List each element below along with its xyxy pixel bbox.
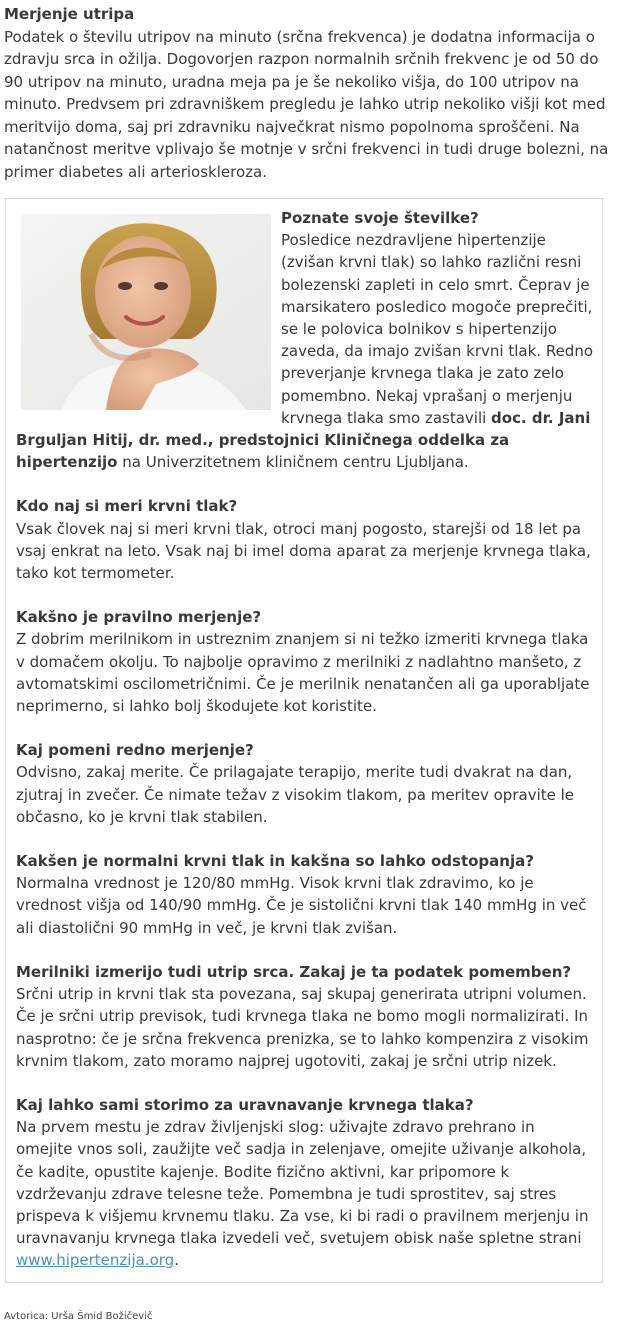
- intro-title: Merjenje utripa: [4, 5, 135, 23]
- lead-person: doc. dr. Jani Brguljan Hitij, dr. med., predstojnici Kliničnega oddelka za hipertenzijo: [16, 408, 591, 472]
- answer-end: .: [174, 1251, 179, 1270]
- question-heading: Kakšno je pravilno merjenje?: [16, 608, 262, 627]
- answer-text: Z dobrim merilnikom in ustreznim znanjem si ni težko izmeriti krvnega tlaka v domačem okolju. To najbolje opravimo z merilniki z nadlahtno manšeto, z avtomatskimi oscilometričnimi. Če je merilnik nenatančen ali ga uporabljate neprimerno, si lahko bolj škodujete kot koristite.: [16, 630, 590, 716]
- lead-suffix: na Univerzitetnem kliničnem centru Ljubljana.: [117, 453, 469, 472]
- intro-text: Podatek o številu utripov na minuto (srčna frekvenca) je dodatna informacija o zdravju srca in ožilja. Dogovorjen razpon normalnih srčnih frekvenc je od 50 do 90 utripov na minuto, uradna meja pa je še nekoliko višja, do 100 utripov na minuto. Predvsem pri zdravniškem pregledu je lahko utrip nekoliko višji kot med meritvijo doma, saj pri zdravniku največkrat nismo popolnoma sproščeni. Na natančnost meritve vplivajo še motnje v srčni frekvenci in tudi druge bolezni, na primer diabetes ali arterioskleroza.: [4, 27, 609, 181]
- question-heading: Kakšen je normalni krvni tlak in kakšna so lahko odstopanja?: [16, 852, 534, 871]
- qa-section: [16, 850, 594, 939]
- answer-text: Normalna vrednost je 120/80 mmHg. Visok krvni tlak zdravimo, ko je vrednost višja od 140/90 mmHg. Če je sistolični krvni tlak 140 mmHg in več ali diastolični 90 mmHg in več, je krvni tlak zvišan.: [16, 874, 587, 937]
- qa-section-last: [16, 1094, 594, 1272]
- answer-text: Vsak človek naj si meri krvni tlak, otroci manj pogosto, starejši od 18 let pa vsaj enkrat na leto. Vsak naj bi imel doma aparat za merjenje krvnega tlaka, tako kot termometer.: [16, 519, 591, 583]
- lead-text: Posledice nezdravljene hipertenzije (zvišan krvni tlak) so lahko različni resni bolezenski zapleti in celo smrt. Čeprav je marsikatero posledico mogoče preprečiti, se le polovica bolnikov s hipertenzijo zaveda, da imajo zvišan krvni tlak. Redno preverjanje krvnega tlaka je zato zelo pomembno. Nekaj vprašanj o merjenju krvnega tlaka smo zastavili: [281, 231, 594, 427]
- answer-text: Odvisno, zakaj merite. Če prilagajate terapijo, merite tudi dvakrat na dan, zjutraj in zvečer. Če nimate težav z visokim tlakom, pa meritev opravite le občasno, ko je krvni tlak stabilen.: [16, 763, 575, 826]
- answer-text: Srčni utrip in krvni tlak sta povezana, saj skupaj generirata utripni volumen. Če je srčni utrip previsok, tudi krvnega tlaka ne bomo mogli normalizirati. In nasprotno: če je srčna frekvenca prenizka, se to lahko kompenzira z visokim krvnim tlakom, zato moramo najprej ugotoviti, zakaj je srčni utrip nizek.: [16, 985, 589, 1070]
- question-heading: Kdo naj si meri krvni tlak?: [16, 497, 238, 516]
- author-credit: Avtorica: Urša Šmid Božičevič: [4, 1311, 153, 1322]
- interview-content: [16, 207, 594, 1294]
- lead-title: Poznate svoje številke?: [281, 209, 479, 227]
- qa-section: [16, 606, 594, 717]
- answer-body: Na prvem mestu je zdrav življenjski slog: uživajte zdravo prehrano in omejite vnos soli, zaužijte več sadja in zelenjave, omejite uživanje alkohola, če kadite, opustite kajenje. Bodite fizično aktivni, kar pripomore k vzdrževanju zdrave telesne teže. Pomembna je tudi sprostitev, saj stres prispeva k višjemu krvnemu tlaku. Za vse, ki bi radi o pravilnem merjenju in uravnavanju krvnega tlaka izvedeli več, svetujem obisk naše spletne strani: [16, 1118, 589, 1248]
- interview-box: [5, 198, 603, 1283]
- question-heading: Kaj lahko sami storimo za uravnavanje krvnega tlaka?: [16, 1095, 474, 1114]
- qa-section: [16, 961, 594, 1072]
- intro-section: [4, 3, 616, 183]
- qa-section: [16, 739, 594, 828]
- answer-text: [16, 1116, 594, 1271]
- website-link[interactable]: www.hipertenzija.org: [16, 1251, 175, 1270]
- qa-section: [16, 495, 594, 584]
- question-heading: Kaj pomeni redno merjenje?: [16, 741, 254, 760]
- question-heading: Merilniki izmerijo tudi utrip srca. Zakaj je ta podatek pomemben?: [16, 962, 572, 981]
- portrait-photo: [21, 214, 271, 410]
